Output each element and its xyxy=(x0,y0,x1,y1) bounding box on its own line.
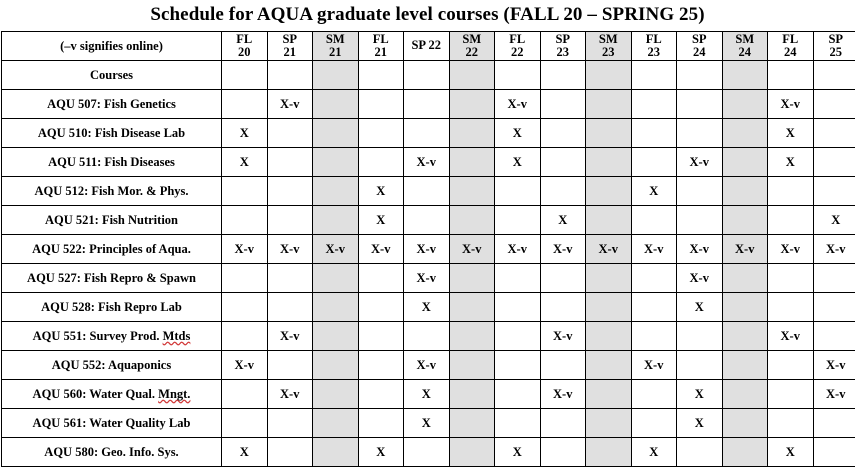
empty-cell xyxy=(722,438,768,467)
schedule-table xyxy=(1,31,855,467)
offering-mark-cell: X xyxy=(222,438,268,467)
course-label: AQU 512: Fish Mor. & Phys. xyxy=(2,177,222,206)
empty-cell xyxy=(449,409,495,438)
course-label: AQU 522: Principles of Aqua. xyxy=(2,235,222,264)
empty-cell xyxy=(586,148,632,177)
empty-cell xyxy=(449,264,495,293)
offering-mark-cell: X xyxy=(677,409,723,438)
table-body xyxy=(2,61,855,467)
empty-cell xyxy=(677,438,723,467)
offering-mark-cell: X-v xyxy=(722,235,768,264)
offering-mark-cell: X-v xyxy=(768,322,814,351)
misspelled-word: Mtds xyxy=(162,328,191,343)
empty-cell xyxy=(722,264,768,293)
column-header-sm-24: SM 24 xyxy=(722,32,768,61)
empty-cell xyxy=(404,177,450,206)
empty-cell xyxy=(722,206,768,235)
course-label: AQU 521: Fish Nutrition xyxy=(2,206,222,235)
empty-cell xyxy=(540,148,586,177)
offering-mark-cell: X-v xyxy=(404,264,450,293)
table-row xyxy=(2,438,855,467)
empty-cell xyxy=(813,322,855,351)
empty-cell xyxy=(222,380,268,409)
empty-cell xyxy=(449,351,495,380)
offering-mark-cell: X xyxy=(631,438,677,467)
courses-spacer-cell xyxy=(586,61,632,90)
table-row xyxy=(2,235,855,264)
empty-cell xyxy=(222,322,268,351)
offering-mark-cell: X-v xyxy=(267,322,313,351)
empty-cell xyxy=(313,438,359,467)
empty-cell xyxy=(768,293,814,322)
empty-cell xyxy=(449,90,495,119)
course-label: AQU 580: Geo. Info. Sys. xyxy=(2,438,222,467)
empty-cell xyxy=(677,119,723,148)
empty-cell xyxy=(631,148,677,177)
courses-spacer-cell xyxy=(495,61,541,90)
empty-cell xyxy=(449,293,495,322)
offering-mark-cell: X xyxy=(404,293,450,322)
empty-cell xyxy=(677,206,723,235)
table-row xyxy=(2,206,855,235)
empty-cell xyxy=(358,148,404,177)
offering-mark-cell: X-v xyxy=(813,351,855,380)
empty-cell xyxy=(495,380,541,409)
offering-mark-cell: X xyxy=(358,177,404,206)
empty-cell xyxy=(722,177,768,206)
column-header-sm-23: SM 23 xyxy=(586,32,632,61)
empty-cell xyxy=(540,438,586,467)
empty-cell xyxy=(722,380,768,409)
courses-spacer-cell xyxy=(813,61,855,90)
empty-cell xyxy=(677,351,723,380)
offering-mark-cell: X-v xyxy=(495,90,541,119)
empty-cell xyxy=(358,119,404,148)
offering-mark-cell: X-v xyxy=(631,235,677,264)
empty-cell xyxy=(495,322,541,351)
courses-spacer-cell xyxy=(222,61,268,90)
table-row xyxy=(2,351,855,380)
table-row xyxy=(2,90,855,119)
empty-cell xyxy=(495,351,541,380)
empty-cell xyxy=(267,409,313,438)
offering-mark-cell: X xyxy=(222,148,268,177)
empty-cell xyxy=(313,177,359,206)
column-header-sm-21: SM 21 xyxy=(313,32,359,61)
empty-cell xyxy=(404,206,450,235)
empty-cell xyxy=(404,90,450,119)
empty-cell xyxy=(358,264,404,293)
courses-section-row xyxy=(2,61,855,90)
offering-mark-cell: X xyxy=(222,119,268,148)
empty-cell xyxy=(222,177,268,206)
empty-cell xyxy=(404,438,450,467)
empty-cell xyxy=(586,264,632,293)
courses-spacer-cell xyxy=(768,61,814,90)
misspelled-word: Mngt. xyxy=(158,386,191,401)
offering-mark-cell: X-v xyxy=(267,90,313,119)
empty-cell xyxy=(768,380,814,409)
empty-cell xyxy=(449,148,495,177)
empty-cell xyxy=(768,264,814,293)
empty-cell xyxy=(631,322,677,351)
empty-cell xyxy=(540,351,586,380)
empty-cell xyxy=(540,177,586,206)
column-header-fl-20: FL 20 xyxy=(222,32,268,61)
empty-cell xyxy=(313,148,359,177)
empty-cell xyxy=(267,264,313,293)
empty-cell xyxy=(722,322,768,351)
offering-mark-cell: X-v xyxy=(631,351,677,380)
empty-cell xyxy=(722,90,768,119)
courses-spacer-cell xyxy=(404,61,450,90)
empty-cell xyxy=(722,293,768,322)
empty-cell xyxy=(449,177,495,206)
empty-cell xyxy=(449,206,495,235)
offering-mark-cell: X-v xyxy=(313,235,359,264)
empty-cell xyxy=(586,351,632,380)
empty-cell xyxy=(222,409,268,438)
column-header-fl-21: FL 21 xyxy=(358,32,404,61)
table-row xyxy=(2,264,855,293)
offering-mark-cell: X-v xyxy=(677,235,723,264)
offering-mark-cell: X-v xyxy=(768,90,814,119)
empty-cell xyxy=(313,90,359,119)
column-header-sp-21: SP 21 xyxy=(267,32,313,61)
table-row xyxy=(2,148,855,177)
empty-cell xyxy=(313,293,359,322)
course-label: AQU 510: Fish Disease Lab xyxy=(2,119,222,148)
course-label: AQU 507: Fish Genetics xyxy=(2,90,222,119)
empty-cell xyxy=(677,177,723,206)
empty-cell xyxy=(222,293,268,322)
column-header-sp-22: SP 22 xyxy=(404,32,450,61)
empty-cell xyxy=(313,409,359,438)
empty-cell xyxy=(267,438,313,467)
empty-cell xyxy=(449,380,495,409)
offering-mark-cell: X-v xyxy=(495,235,541,264)
offering-mark-cell: X xyxy=(404,409,450,438)
courses-spacer-cell xyxy=(677,61,723,90)
courses-section-label: Courses xyxy=(2,61,222,90)
offering-mark-cell: X-v xyxy=(813,235,855,264)
empty-cell xyxy=(540,119,586,148)
offering-mark-cell: X-v xyxy=(404,235,450,264)
column-header-sp-25: SP 25 xyxy=(813,32,855,61)
empty-cell xyxy=(222,90,268,119)
column-header-sp-24: SP 24 xyxy=(677,32,723,61)
empty-cell xyxy=(813,177,855,206)
courses-spacer-cell xyxy=(358,61,404,90)
empty-cell xyxy=(586,177,632,206)
offering-mark-cell: X-v xyxy=(540,380,586,409)
course-label: AQU 561: Water Quality Lab xyxy=(2,409,222,438)
page-title: Schedule for AQUA graduate level courses (FALL 20 – SPRING 25) xyxy=(150,4,705,25)
empty-cell xyxy=(495,264,541,293)
empty-cell xyxy=(813,90,855,119)
empty-cell xyxy=(313,119,359,148)
offering-mark-cell: X xyxy=(404,380,450,409)
empty-cell xyxy=(495,293,541,322)
empty-cell xyxy=(631,409,677,438)
courses-spacer-cell xyxy=(540,61,586,90)
empty-cell xyxy=(540,90,586,119)
offering-mark-cell: X xyxy=(540,206,586,235)
offering-mark-cell: X xyxy=(768,119,814,148)
column-header-fl-23: FL 23 xyxy=(631,32,677,61)
empty-cell xyxy=(813,148,855,177)
course-label: AQU 528: Fish Repro Lab xyxy=(2,293,222,322)
offering-mark-cell: X-v xyxy=(267,235,313,264)
empty-cell xyxy=(586,206,632,235)
empty-cell xyxy=(267,148,313,177)
table-row xyxy=(2,322,855,351)
offering-mark-cell: X xyxy=(677,380,723,409)
empty-cell xyxy=(449,119,495,148)
empty-cell xyxy=(768,409,814,438)
course-label: AQU 527: Fish Repro & Spawn xyxy=(2,264,222,293)
offering-mark-cell: X-v xyxy=(267,380,313,409)
empty-cell xyxy=(358,409,404,438)
empty-cell xyxy=(722,119,768,148)
offering-mark-cell: X xyxy=(631,177,677,206)
table-row xyxy=(2,380,855,409)
empty-cell xyxy=(267,206,313,235)
offering-mark-cell: X-v xyxy=(404,351,450,380)
empty-cell xyxy=(722,351,768,380)
empty-cell xyxy=(813,409,855,438)
empty-cell xyxy=(631,293,677,322)
empty-cell xyxy=(631,264,677,293)
empty-cell xyxy=(631,380,677,409)
empty-cell xyxy=(768,351,814,380)
empty-cell xyxy=(586,293,632,322)
empty-cell xyxy=(267,293,313,322)
empty-cell xyxy=(313,351,359,380)
offering-mark-cell: X xyxy=(677,293,723,322)
empty-cell xyxy=(358,322,404,351)
column-header-fl-24: FL 24 xyxy=(768,32,814,61)
empty-cell xyxy=(313,322,359,351)
offering-mark-cell: X-v xyxy=(768,235,814,264)
column-header-sm-22: SM 22 xyxy=(449,32,495,61)
empty-cell xyxy=(813,264,855,293)
online-legend-header: (–v signifies online) xyxy=(2,32,222,61)
empty-cell xyxy=(677,90,723,119)
empty-cell xyxy=(768,177,814,206)
header-row xyxy=(2,32,855,61)
course-label: AQU 552: Aquaponics xyxy=(2,351,222,380)
courses-spacer-cell xyxy=(631,61,677,90)
offering-mark-cell: X xyxy=(495,438,541,467)
column-header-sp-23: SP 23 xyxy=(540,32,586,61)
courses-spacer-cell xyxy=(267,61,313,90)
offering-mark-cell: X-v xyxy=(222,351,268,380)
empty-cell xyxy=(586,90,632,119)
course-label: AQU 511: Fish Diseases xyxy=(2,148,222,177)
empty-cell xyxy=(495,177,541,206)
course-label: AQU 551: Survey Prod. Mtds xyxy=(2,322,222,351)
offering-mark-cell: X-v xyxy=(586,235,632,264)
empty-cell xyxy=(495,206,541,235)
empty-cell xyxy=(540,264,586,293)
empty-cell xyxy=(358,351,404,380)
empty-cell xyxy=(358,293,404,322)
empty-cell xyxy=(586,409,632,438)
empty-cell xyxy=(722,409,768,438)
table-header xyxy=(2,32,855,61)
offering-mark-cell: X xyxy=(768,148,814,177)
table-row xyxy=(2,409,855,438)
empty-cell xyxy=(404,119,450,148)
offering-mark-cell: X xyxy=(768,438,814,467)
empty-cell xyxy=(267,119,313,148)
column-header-fl-22: FL 22 xyxy=(495,32,541,61)
empty-cell xyxy=(313,206,359,235)
empty-cell xyxy=(586,119,632,148)
courses-spacer-cell xyxy=(313,61,359,90)
empty-cell xyxy=(358,380,404,409)
empty-cell xyxy=(540,293,586,322)
empty-cell xyxy=(813,438,855,467)
empty-cell xyxy=(495,409,541,438)
offering-mark-cell: X-v xyxy=(404,148,450,177)
empty-cell xyxy=(267,351,313,380)
empty-cell xyxy=(677,322,723,351)
empty-cell xyxy=(267,177,313,206)
table-row xyxy=(2,293,855,322)
offering-mark-cell: X xyxy=(813,206,855,235)
empty-cell xyxy=(449,322,495,351)
empty-cell xyxy=(631,206,677,235)
offering-mark-cell: X xyxy=(495,119,541,148)
offering-mark-cell: X-v xyxy=(222,235,268,264)
empty-cell xyxy=(404,322,450,351)
empty-cell xyxy=(313,380,359,409)
empty-cell xyxy=(813,293,855,322)
empty-cell xyxy=(768,206,814,235)
empty-cell xyxy=(631,90,677,119)
table-row xyxy=(2,177,855,206)
offering-mark-cell: X-v xyxy=(540,322,586,351)
empty-cell xyxy=(813,119,855,148)
empty-cell xyxy=(586,322,632,351)
offering-mark-cell: X-v xyxy=(449,235,495,264)
offering-mark-cell: X-v xyxy=(358,235,404,264)
offering-mark-cell: X-v xyxy=(813,380,855,409)
offering-mark-cell: X-v xyxy=(677,264,723,293)
offering-mark-cell: X xyxy=(358,206,404,235)
offering-mark-cell: X xyxy=(495,148,541,177)
empty-cell xyxy=(449,438,495,467)
empty-cell xyxy=(631,119,677,148)
table-row xyxy=(2,119,855,148)
empty-cell xyxy=(313,264,359,293)
courses-spacer-cell xyxy=(722,61,768,90)
empty-cell xyxy=(586,380,632,409)
empty-cell xyxy=(722,148,768,177)
offering-mark-cell: X-v xyxy=(540,235,586,264)
empty-cell xyxy=(222,264,268,293)
course-label: AQU 560: Water Qual. Mngt. xyxy=(2,380,222,409)
empty-cell xyxy=(540,409,586,438)
offering-mark-cell: X-v xyxy=(677,148,723,177)
empty-cell xyxy=(222,206,268,235)
empty-cell xyxy=(586,438,632,467)
courses-spacer-cell xyxy=(449,61,495,90)
empty-cell xyxy=(358,90,404,119)
offering-mark-cell: X xyxy=(358,438,404,467)
